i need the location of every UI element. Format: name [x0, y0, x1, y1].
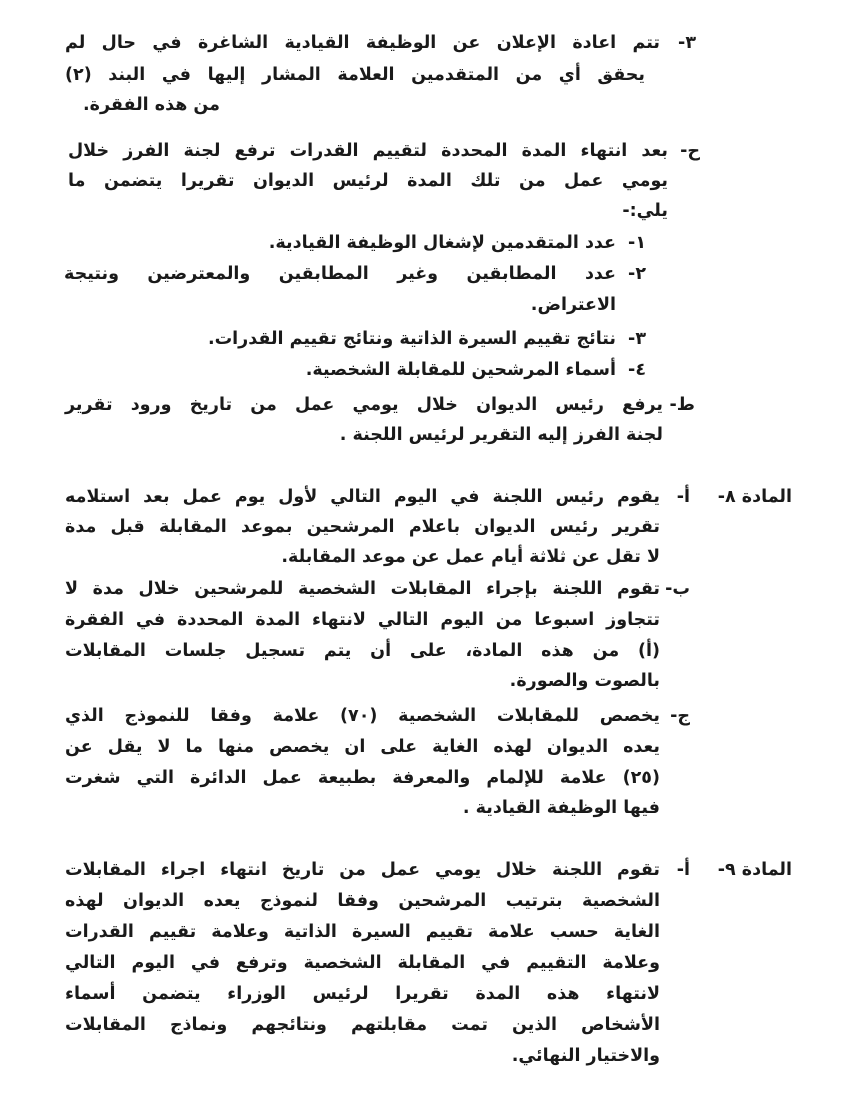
item-marker: ٣- — [678, 33, 696, 53]
item-marker: ٤- — [628, 360, 646, 380]
text-line: يخصص للمقابلات الشخصية (٧٠) علامة وفقا للنموذج الذي — [65, 706, 661, 726]
text-line: وعلامة التقييم في المقابلة الشخصية وترفع في اليوم التالي — [65, 953, 660, 973]
text-line: عدد المطابقين وغير المطابقين والمعترضين ونتيجة — [64, 264, 616, 284]
text-line: تتجاوز اسبوعا من اليوم التالي لانتهاء المدة المحددة في الفقرة — [65, 610, 660, 630]
text-line: يرفع رئيس الديوان خلال يومي عمل من تاريخ ورود تقرير — [65, 395, 663, 415]
text-line: عدد المتقدمين لإشغال الوظيفة القيادية. — [268, 233, 616, 253]
text-line: تقوم اللجنة بإجراء المقابلات الشخصية للمرشحين خلال مدة لا — [65, 579, 660, 599]
text-line: أسماء المرشحين للمقابلة الشخصية. — [305, 360, 616, 380]
clause-marker: أ- — [676, 487, 690, 507]
text-line: يحقق أي من المتقدمين العلامة المشار إليها في البند (٢) — [65, 65, 645, 85]
text-line: الاعتراض. — [530, 295, 616, 315]
text-line: فيها الوظيفة القيادية . — [462, 798, 660, 818]
text-line: من هذه الفقرة. — [83, 95, 220, 115]
clause-marker: ط- — [669, 395, 695, 415]
text-line: تقوم اللجنة خلال يومي عمل من تاريخ انتهاء اجراء المقابلات — [65, 860, 660, 880]
text-line: يقوم رئيس اللجنة في اليوم التالي لأول يوم عمل بعد استلامه — [65, 487, 660, 507]
text-line: تقرير رئيس الديوان باعلام المرشحين بموعد المقابلة قبل مدة — [65, 517, 660, 537]
text-line: بالصوت والصورة. — [509, 671, 660, 691]
text-line: تتم اعادة الإعلان عن الوظيفة القيادية الشاغرة في حال لم — [65, 33, 660, 53]
text-line: يومي عمل من تلك المدة لرئيس الديوان تقريرا يتضمن ما — [68, 171, 668, 191]
clause-marker: ج- — [670, 706, 690, 726]
text-line: الأشخاص الذين تمت مقابلتهم ونتائجهم ونماذج المقابلات — [65, 1015, 660, 1035]
text-line: (أ) من هذه المادة، على أن يتم تسجيل جلسات المقابلات — [65, 641, 660, 661]
item-marker: ٣- — [628, 329, 646, 349]
text-line: نتائج تقييم السيرة الذاتية ونتائج تقييم القدرات. — [207, 329, 616, 349]
text-line: الغاية حسب علامة تقييم السيرة الذاتية وعلامة تقييم القدرات — [65, 922, 660, 942]
text-line: بعد انتهاء المدة المحددة لتقييم القدرات ترفع لجنة الفرز خلال — [68, 141, 668, 161]
article-label: المادة ٨- — [717, 487, 792, 507]
clause-marker: ب- — [665, 579, 690, 599]
text-line: لانتهاء هذه المدة تقريرا لرئيس الوزراء يتضمن أسماء — [65, 984, 660, 1004]
text-line: والاختيار النهائي. — [511, 1046, 660, 1066]
item-marker: ٢- — [628, 264, 646, 284]
text-line: (٢٥) علامة للإلمام والمعرفة بطبيعة عمل الدائرة التي شغرت — [65, 768, 660, 788]
article-label: المادة ٩- — [717, 860, 792, 880]
text-line: يلي:- — [622, 201, 668, 221]
clause-marker: أ- — [676, 860, 690, 880]
text-line: الشخصية بترتيب المرشحين وفقا لنموذج يعده الديوان لهذه — [65, 891, 660, 911]
text-line: لجنة الفرز إليه التقرير لرئيس اللجنة . — [339, 425, 663, 445]
text-line: يعده الديوان لهذه الغاية على ان يخصص منها ما لا يقل عن — [65, 737, 660, 757]
clause-marker: ح- — [680, 141, 700, 161]
text-line: لا تقل عن ثلاثة أيام عمل عن موعد المقابلة. — [281, 547, 660, 567]
item-marker: ١- — [628, 233, 646, 253]
